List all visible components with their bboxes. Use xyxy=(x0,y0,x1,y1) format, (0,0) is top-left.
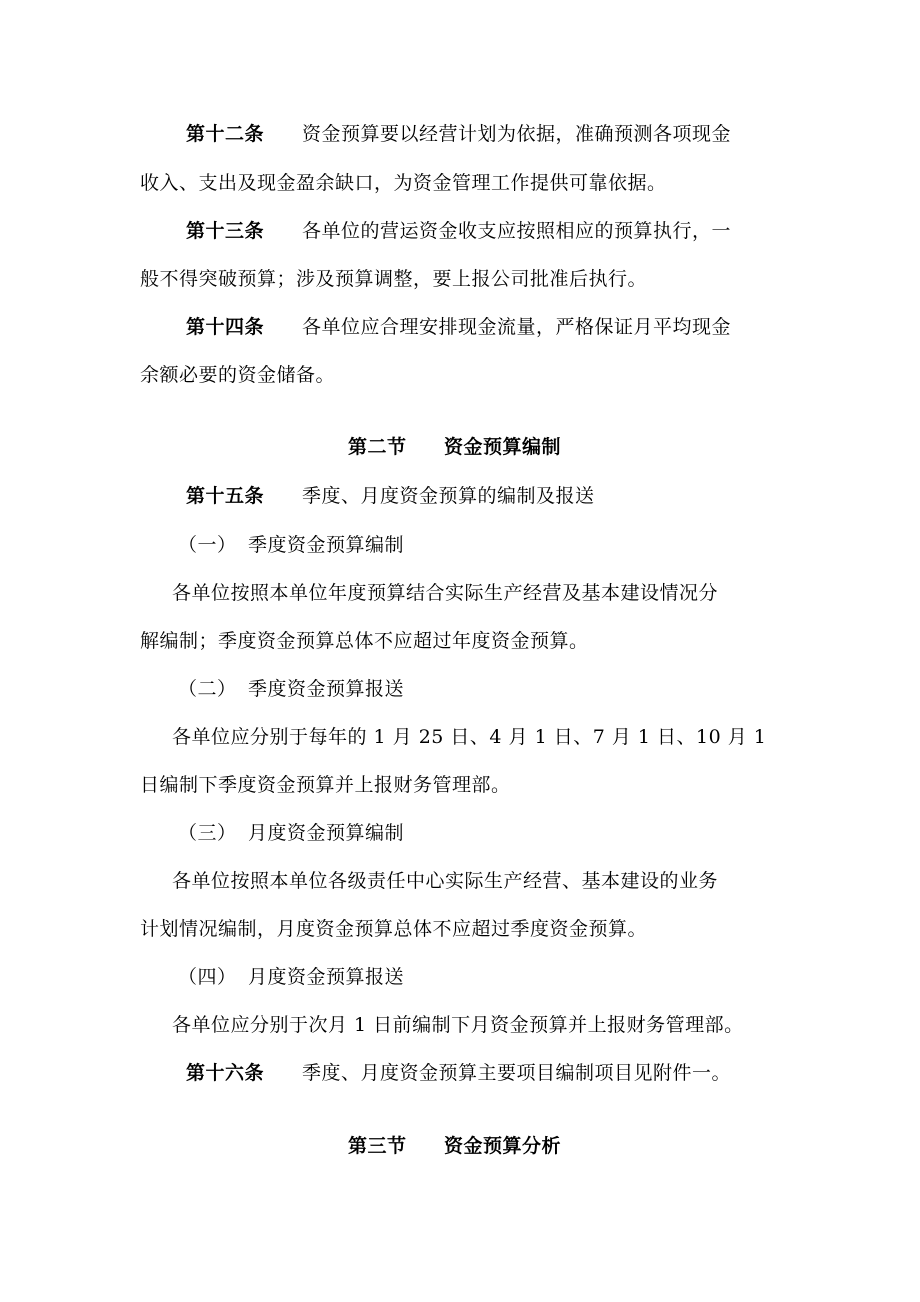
item-2-line-2: 日编制下季度资金预算并上报财务管理部。 xyxy=(140,774,511,796)
item-2-title: 季度资金预算报送 xyxy=(248,678,405,700)
item-3-label: （三） xyxy=(178,822,237,844)
section-3-title: 资金预算分析 xyxy=(444,1135,562,1157)
article-16-line xyxy=(186,1060,731,1086)
article-13-line-2: 般不得突破预算；涉及预算调整，要上报公司批准后执行。 xyxy=(140,268,648,290)
section-3-number: 第三节 xyxy=(348,1135,407,1157)
article-16-text: 季度、月度资金预算主要项目编制项目见附件一。 xyxy=(302,1062,732,1084)
item-3-line-1: 各单位按照本单位各级责任中心实际生产经营、基本建设的业务 xyxy=(172,870,719,892)
article-14-title: 第十四条 xyxy=(186,316,265,338)
item-3-title: 月度资金预算编制 xyxy=(248,822,405,844)
item-2-heading xyxy=(178,676,404,702)
section-2-number: 第二节 xyxy=(348,436,407,458)
article-12-title: 第十二条 xyxy=(186,123,265,145)
section-3-heading xyxy=(348,1133,561,1159)
article-16-title: 第十六条 xyxy=(186,1062,265,1084)
article-14-line-1 xyxy=(186,314,731,340)
article-13-text-1: 各单位的营运资金收支应按照相应的预算执行，一 xyxy=(302,220,732,242)
article-15-title: 第十五条 xyxy=(186,485,265,507)
article-14-line-2: 余额必要的资金储备。 xyxy=(140,364,336,386)
section-2-heading xyxy=(348,434,561,460)
article-14-text-1: 各单位应合理安排现金流量，严格保证月平均现金 xyxy=(302,316,732,338)
article-15-text: 季度、月度资金预算的编制及报送 xyxy=(302,485,595,507)
item-4-label: （四） xyxy=(178,966,237,988)
article-12-text-1: 资金预算要以经营计划为依据，准确预测各项现金 xyxy=(302,123,732,145)
section-2-title: 资金预算编制 xyxy=(444,436,562,458)
article-13-line-1 xyxy=(186,218,731,244)
item-1-label: （一） xyxy=(178,534,237,556)
article-15-line xyxy=(186,483,595,509)
item-4-line-1: 各单位应分别于次月 1 日前编制下月资金预算并上报财务管理部。 xyxy=(172,1014,744,1036)
item-3-heading xyxy=(178,820,404,846)
item-3-line-2: 计划情况编制，月度资金预算总体不应超过季度资金预算。 xyxy=(140,918,648,940)
item-1-heading xyxy=(178,532,404,558)
article-13-title: 第十三条 xyxy=(186,220,265,242)
article-12-line-2: 收入、支出及现金盈余缺口，为资金管理工作提供可靠依据。 xyxy=(140,172,667,194)
item-1-title: 季度资金预算编制 xyxy=(248,534,405,556)
item-4-heading xyxy=(178,964,404,990)
article-12-line-1 xyxy=(186,121,731,147)
item-4-title: 月度资金预算报送 xyxy=(248,966,405,988)
item-2-label: （二） xyxy=(178,678,237,700)
item-2-line-1: 各单位应分别于每年的 1 月 25 日、4 月 1 日、7 月 1 日、10 月 1 xyxy=(172,726,767,748)
item-1-line-2: 解编制；季度资金预算总体不应超过年度资金预算。 xyxy=(140,630,589,652)
item-1-line-1: 各单位按照本单位年度预算结合实际生产经营及基本建设情况分 xyxy=(172,582,719,604)
